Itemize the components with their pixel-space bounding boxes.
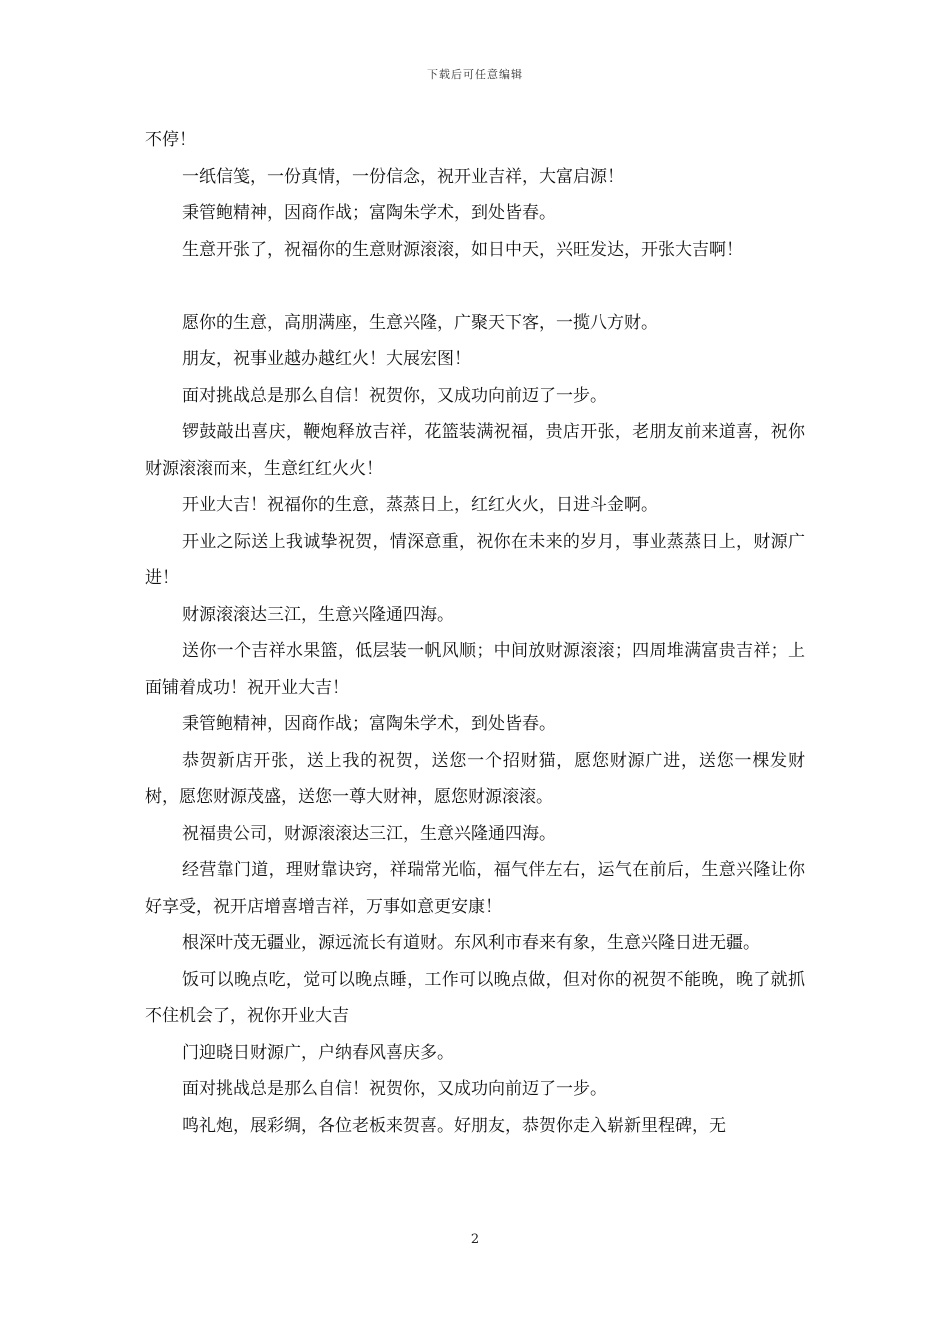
paragraph: 门迎晓日财源广，户纳春风喜庆多。 — [182, 1042, 454, 1063]
paragraph: 秉管鲍精神，因商作战；富陶朱学术，到处皆春。 — [182, 714, 556, 734]
paragraph: 开业大吉！祝福你的生意，蒸蒸日上，红红火火，日进斗金啊。 — [182, 495, 658, 515]
paragraph: 秉管鲍精神，因商作战；富陶朱学术，到处皆春。 — [182, 203, 556, 223]
paragraph: 开业之际送上我诚挚祝贺，情深意重，祝你在未来的岁月，事业蒸蒸日上，财源广进！ — [145, 531, 805, 588]
page-header: 下载后可任意编辑 — [427, 68, 523, 81]
paragraph: 朋友，祝事业越办越红火！大展宏图！ — [182, 349, 471, 369]
paragraph: 锣鼓敲出喜庆，鞭炮释放吉祥，花篮装满祝福，贵店开张，老朋友前来道喜，祝你财源滚滚而来，生意红红火火！ — [145, 422, 805, 479]
paragraph: 经营靠门道，理财靠诀窍，祥瑞常光临，福气伴左右，运气在前后，生意兴隆让你好享受，祝开店增喜增吉祥，万事如意更安康！ — [145, 860, 805, 917]
paragraph: 饭可以晚点吃，觉可以晚点睡，工作可以晚点做，但对你的祝贺不能晚，晚了就抓不住机会了，祝你开业大吉 — [145, 969, 805, 1026]
paragraph: 根深叶茂无疆业，源远流长有道财。东风利市春来有象，生意兴隆日进无疆。 — [182, 933, 760, 953]
document-body — [145, 122, 805, 1144]
page-number: 2 — [470, 1232, 480, 1247]
paragraph: 一纸信笺，一份真情，一份信念，祝开业吉祥，大富启源！ — [182, 166, 624, 187]
paragraph: 不停！ — [145, 130, 196, 150]
paragraph: 恭贺新店开张，送上我的祝贺，送您一个招财猫，愿您财源广进，送您一棵发财树，愿您财源茂盛，送您一尊大财神，愿您财源滚滚。 — [145, 750, 805, 807]
paragraph: 送你一个吉祥水果篮，低层装一帆风顺；中间放财源滚滚；四周堆满富贵吉祥；上面铺着成功！祝开业大吉！ — [145, 641, 805, 698]
paragraph: 面对挑战总是那么自信！祝贺你，又成功向前迈了一步。 — [182, 1079, 607, 1099]
blank-line — [145, 268, 805, 305]
paragraph: 面对挑战总是那么自信！祝贺你，又成功向前迈了一步。 — [182, 385, 607, 406]
paragraph: 鸣礼炮，展彩绸，各位老板来贺喜。好朋友，恭贺你走入崭新里程碑，无 — [182, 1115, 726, 1136]
paragraph: 愿你的生意，高朋满座，生意兴隆，广聚天下客，一揽八方财。 — [182, 312, 658, 333]
paragraph: 祝福贵公司，财源滚滚达三江，生意兴隆通四海。 — [182, 823, 556, 844]
paragraph: 财源滚滚达三江，生意兴隆通四海。 — [182, 604, 454, 625]
paragraph: 生意开张了，祝福你的生意财源滚滚，如日中天，兴旺发达，开张大吉啊！ — [182, 239, 743, 260]
